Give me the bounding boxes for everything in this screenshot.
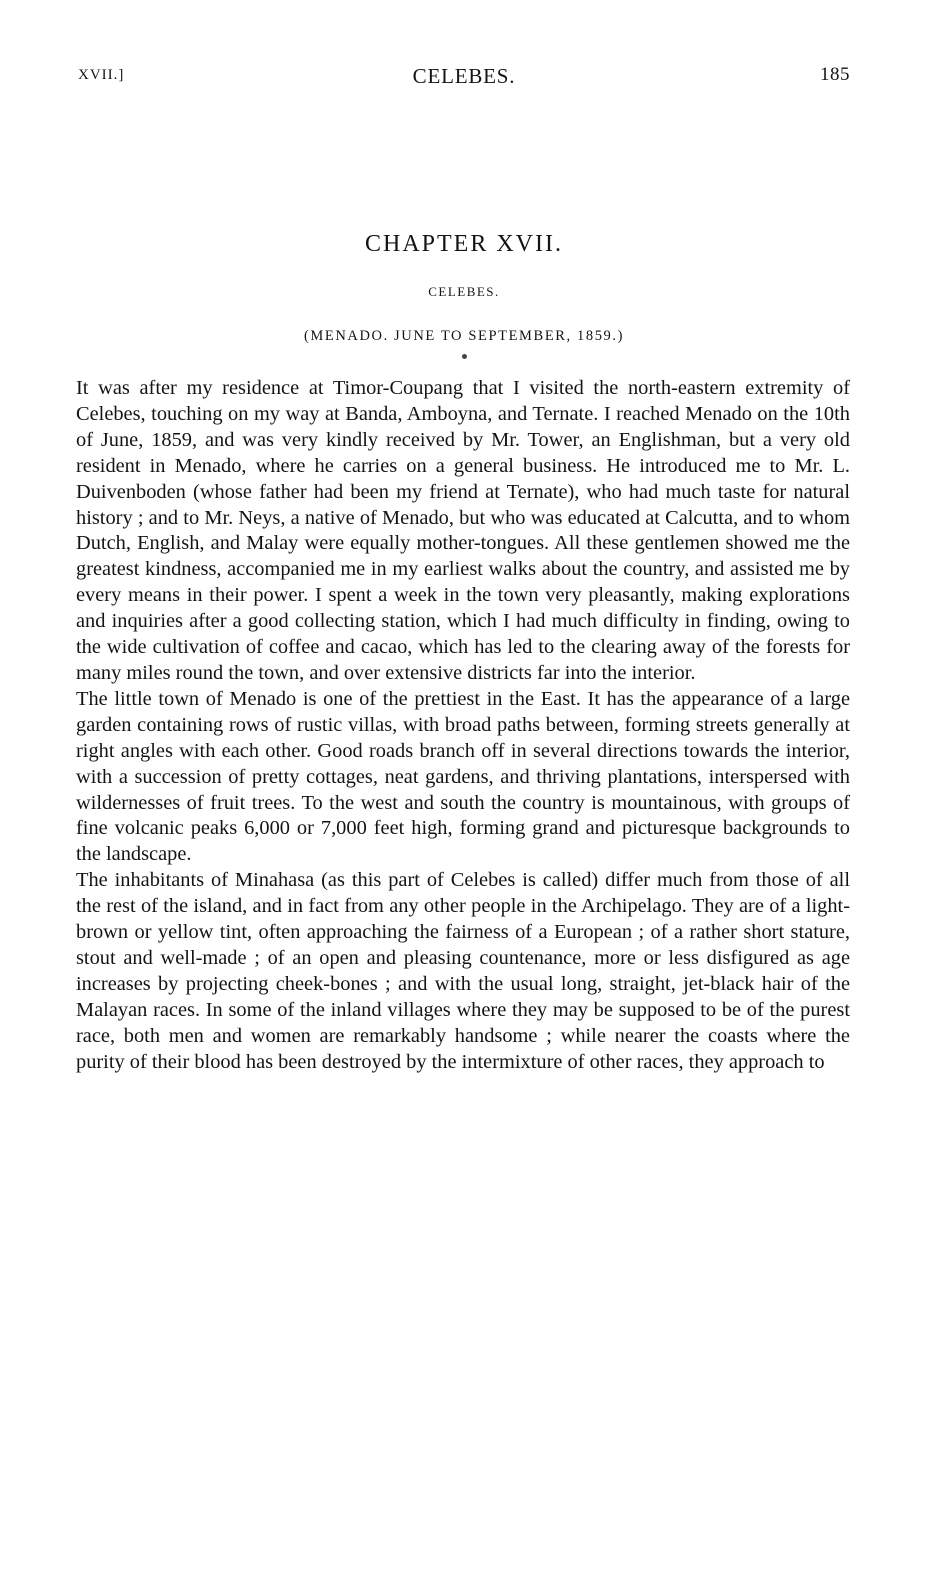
chapter-heading xyxy=(78,229,850,364)
chapter-dateline: (MENADO. JUNE TO SEPTEMBER, 1859.) xyxy=(303,328,625,344)
paragraph: It was after my residence at Timor-Coupang that I visited the north-eastern extremity of Celebes, touching on my way at Banda, Amboyna, and Ternate. I reached Menado on the 10th of June, 1859, and was very kindly received by Mr. Tower, an Englishman, but a very old resident in Menado, where he carries on a general business. He introduced me to Mr. L. Duivenboden (whose father had been my friend at Ternate), who had much taste for natural history ; and to Mr. Neys, a native of Menado, but who was educated at Calcutta, and to whom Dutch, English, and Malay were equally mother-tongues. All these gentlemen showed me the greatest kindness, accompanied me in my earliest walks about the country, and assisted me by every means in their power. I spent a week in the town very pleasantly, making explorations and inquiries after a good collecting station, which I had much difficulty in finding, owing to the wide cultivation of coffee and cacao, which has led to the clearing away of the forests for many miles round the town, and over extensive districts far into the interior. xyxy=(76,377,850,684)
running-head xyxy=(78,64,850,94)
ornament-dot-icon xyxy=(462,354,467,359)
page-number: 185 xyxy=(820,64,850,85)
chapter-title: CHAPTER XVII. xyxy=(365,231,563,257)
running-title: CELEBES. xyxy=(412,64,516,88)
chapter-numeral: XVII.] xyxy=(78,67,125,83)
paragraph: The little town of Menado is one of the prettiest in the East. It has the appearance of a large garden containing rows of rustic villas, with broad paths between, forming streets generally at right angles with each other. Good roads branch off in several directions towards the interior, with a succession of pretty cottages, neat gardens, and thriving plantations, interspersed with wildernesses of fruit trees. To the west and south the country is mountainous, with groups of fine volcanic peaks 6,000 or 7,000 feet high, forming grand and picturesque backgrounds to the landscape. xyxy=(76,687,850,866)
body-text xyxy=(76,376,850,1075)
paragraph: The inhabitants of Minahasa (as this part of Celebes is called) differ much from those of all the rest of the island, and in fact from any other people in the Archipelago. They are of a light-brown or yellow tint, often approaching the fairness of a European ; of a rather short stature, stout and well-made ; of an open and pleasing countenance, more or less disfigured as age increases by projecting cheek-bones ; and with the usual long, straight, jet-black hair of the Malayan races. In some of the inland villages where they may be supposed to be of the purest race, both men and women are remarkably handsome ; while nearer the coasts where the purity of their blood has been destroyed by the intermixture of other races, they approach to xyxy=(76,869,850,1073)
chapter-subtitle: CELEBES. xyxy=(428,284,500,299)
